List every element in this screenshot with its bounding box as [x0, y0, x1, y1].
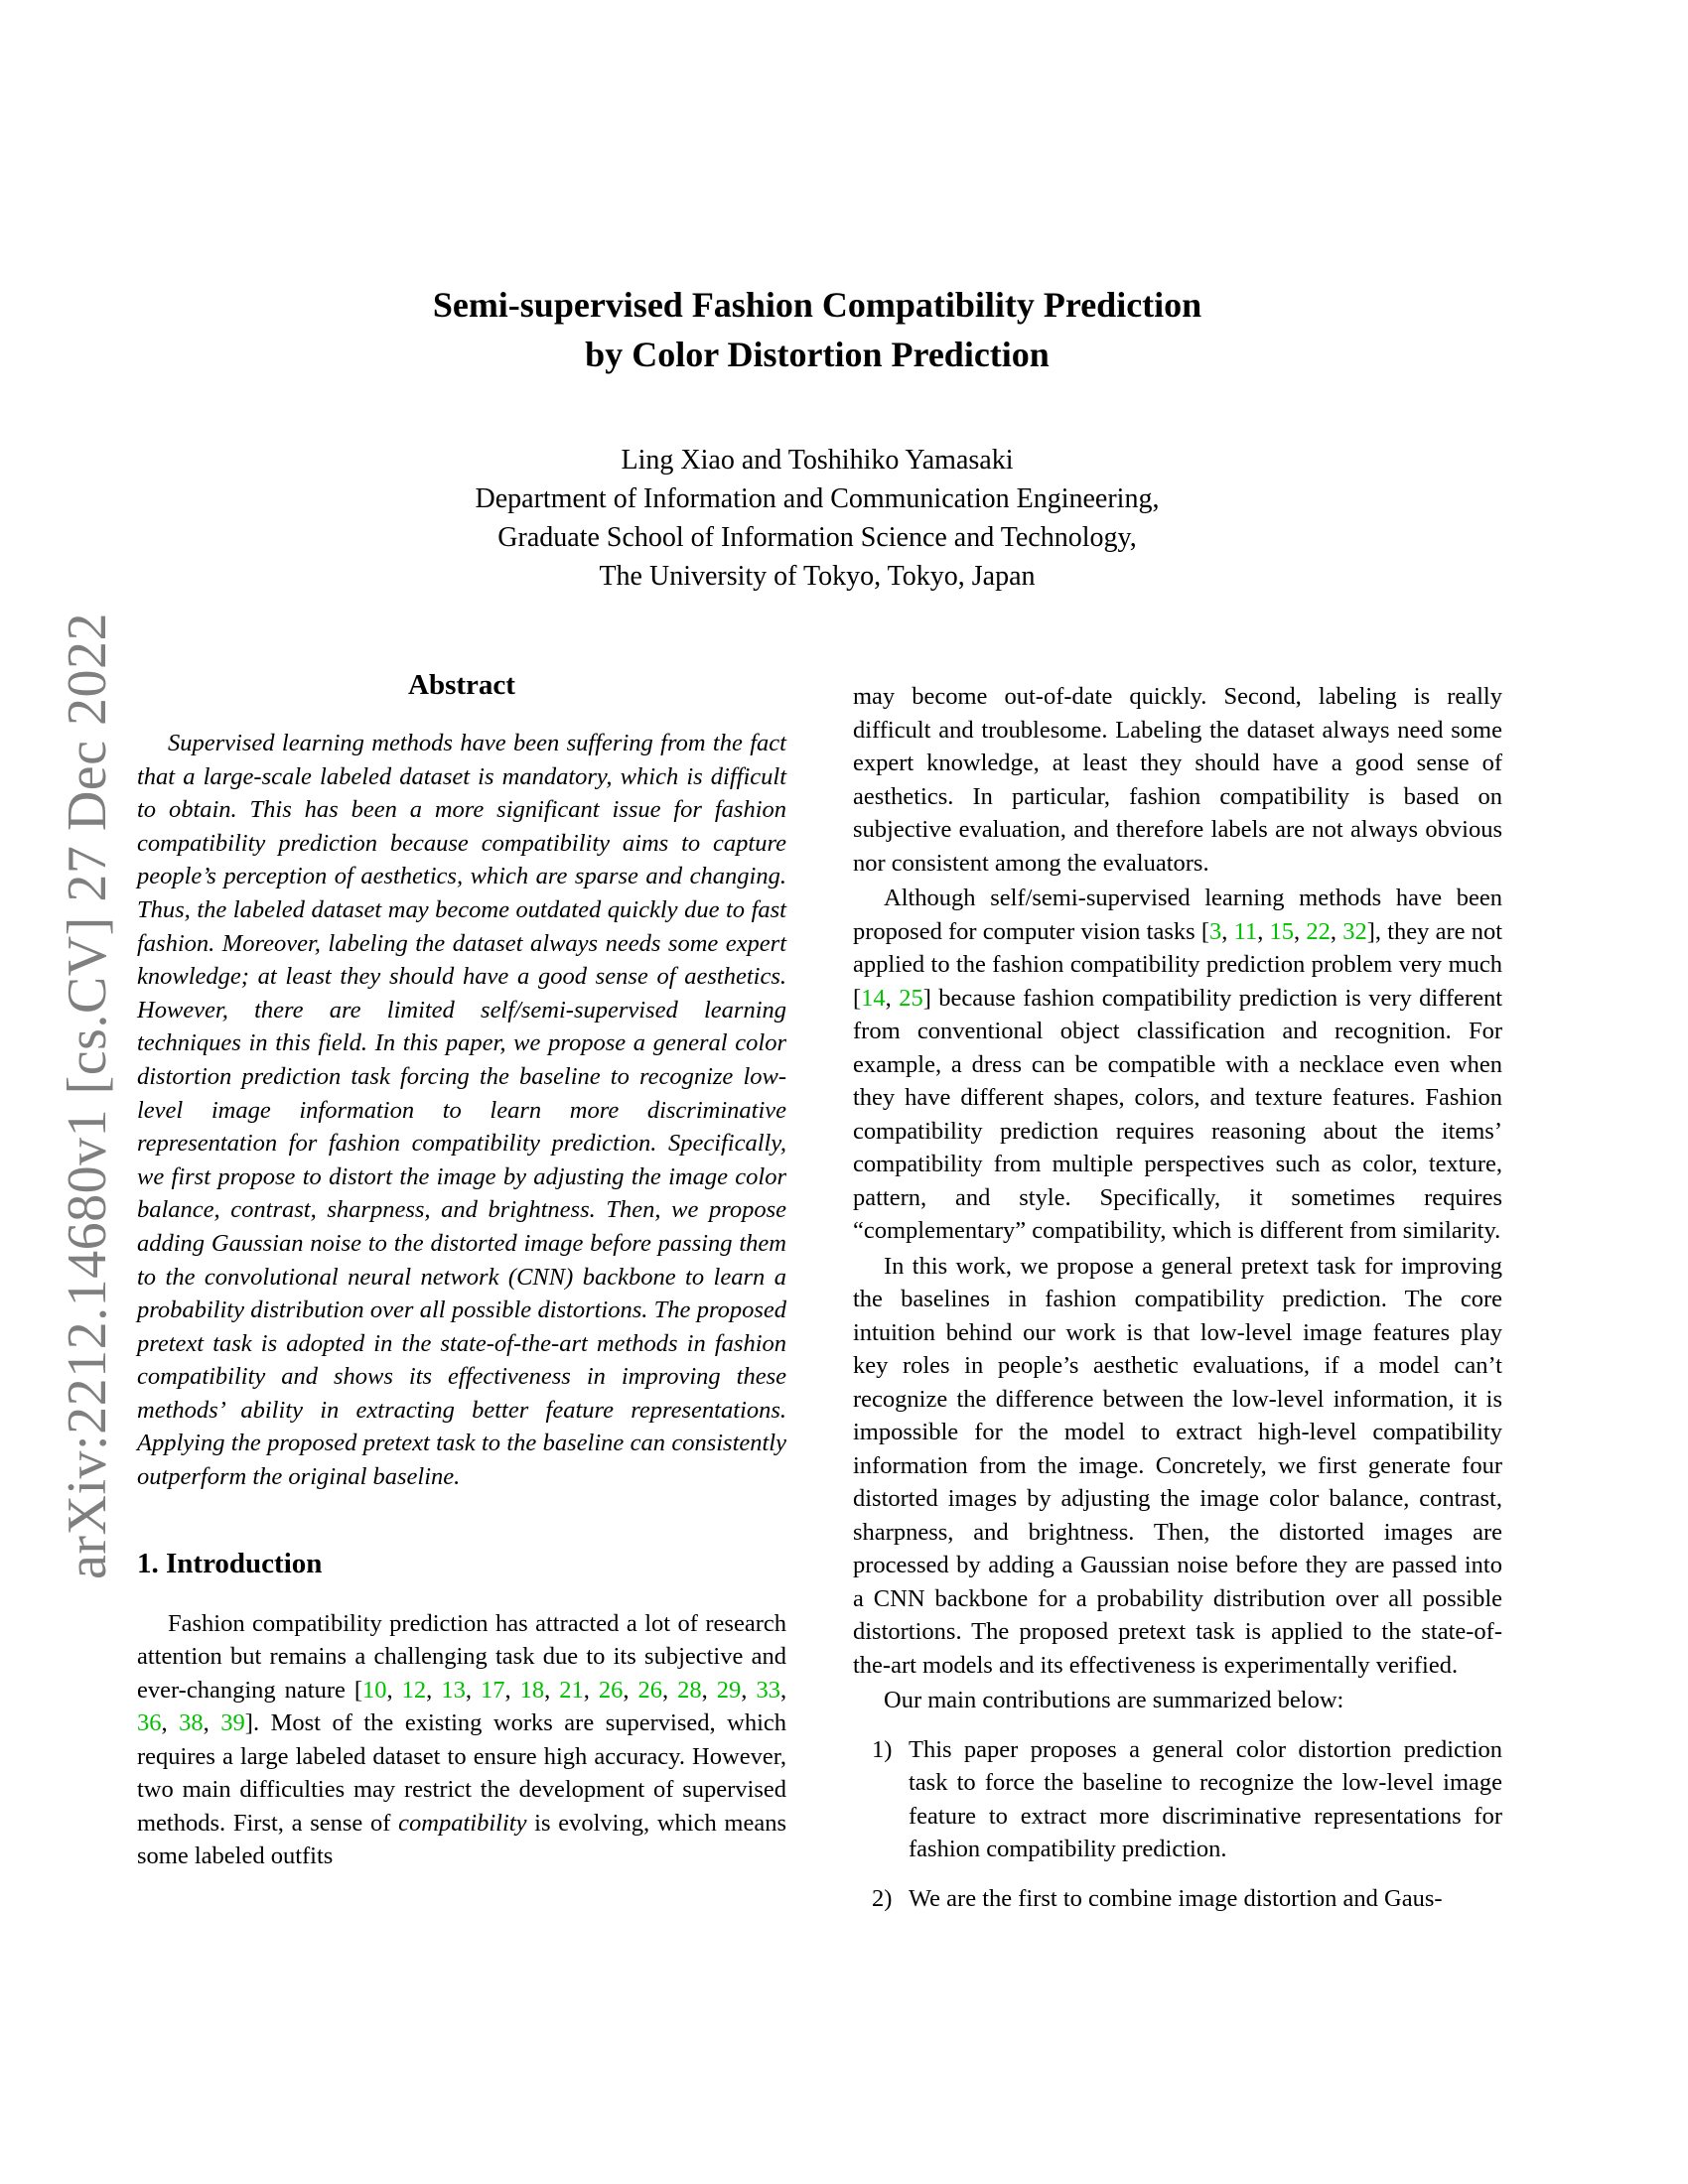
citation-link[interactable]: 29 [716, 1676, 742, 1704]
affiliation-line-2: Graduate School of Information Science and Technology, [497, 522, 1137, 553]
intro-paragraph-4: Our main contributions are summarized below: [884, 1687, 1344, 1713]
citation-link[interactable]: 38 [179, 1709, 204, 1737]
intro-paragraph-1 [137, 1607, 786, 1873]
intro-p1-text-a: Fashion compatibility prediction has attracted a lot of research attention but remains a challenging task due to its subjective and ever-changing nature [ [137, 1609, 786, 1704]
contribution-number-1: 1) [872, 1735, 893, 1763]
citation-link[interactable]: 36 [137, 1709, 162, 1737]
intro-p2-text-b: ], they are not applied to the fashion compatibility prediction problem very much [ [853, 917, 1503, 1012]
citation-link[interactable]: 17 [480, 1676, 505, 1704]
citation-link[interactable]: 32 [1342, 917, 1367, 945]
intro-p1-text-b: ]. Most of the existing works are supervised, which requires a large labeled dataset to ensure high accuracy. However, two main difficulties may restrict the development of supervised methods. First, a sense of [137, 1709, 787, 1837]
abstract-text: Supervised learning methods have been suffering from the fact that a large-scale labeled dataset is mandatory, which is difficult to obtain. This has been a more significant issue for fashion compatibility prediction because compatibility aims to capture people’s perception of aesthetics, which are sparse and changing. Thus, the labeled dataset may become outdated quickly due to fast fashion. Moreover, labeling the dataset always needs some expert knowledge; at least they should have a good sense of aesthetics. However, there are limited self/semi-supervised learning techniques in this field. In this paper, we propose a general color distortion prediction task forcing the baseline to recognize low-level image information to learn more discriminative representation for fashion compatibility prediction. Specifically, we first propose to distort the image by adjusting the image color balance, contrast, sharpness, and brightness. Then, we propose adding Gaussian noise to the distorted image before passing them to the convolutional neural network (CNN) backbone to learn a probability distribution over all possible distortions. The proposed pretext task is adopted in the state-of-the-art methods in fashion compatibility and shows its effectiveness in improving these methods’ ability in extracting better feature representations. Applying the proposed pretext task to the baseline can consistently outperform the original baseline. [137, 730, 786, 1491]
intro-paragraph-1-continued: may become out-of-date quickly. Second, labeling is really difficult and troublesome. Labeling the dataset always need some expert knowledge, at least they should have a good sense of aesthetics. In particular, fashion compatibility is based on subjective evaluation, and therefore labels are not always obvious nor consistent among the evaluators. [853, 683, 1502, 877]
citation-link[interactable]: 21 [559, 1676, 584, 1704]
citation-link[interactable]: 18 [519, 1676, 545, 1704]
citation-link[interactable]: 28 [677, 1676, 702, 1704]
citation-link[interactable]: 13 [441, 1676, 466, 1704]
citation-link[interactable]: 39 [220, 1709, 245, 1737]
intro-p1-text-c: is evolving, which means some labeled outfits [137, 1809, 786, 1870]
citation-link[interactable]: 26 [598, 1676, 624, 1704]
section-heading-introduction: 1. Introduction [137, 1547, 323, 1579]
intro-paragraph-2 [853, 882, 1502, 1248]
author-block [0, 441, 1634, 596]
citation-link[interactable]: 15 [1269, 917, 1295, 945]
citation-link[interactable]: 33 [756, 1676, 780, 1704]
citation-link[interactable]: 12 [401, 1676, 427, 1704]
intro-paragraph-3: In this work, we propose a general pretext task for improving the baselines in fashion compatibility prediction. The core intuition behind our work is that low-level image features play key roles in people’s aesthetic evaluations, if a model can’t recognize the difference between the low-level information, it is impossible for the model to extract high-level compatibility information from the image. Concretely, we first generate four distorted images by adjusting the image color balance, contrast, sharpness, and brightness. Then, the distorted images are processed by adding a Gaussian noise before they are passed into a CNN backbone for a probability distribution over all possible distortions. The proposed pretext task is applied to the state-of-the-art models and its effectiveness is experimentally verified. [853, 1252, 1502, 1679]
contribution-item-2 [853, 1882, 1502, 1916]
contributions-list [853, 1733, 1502, 1916]
arxiv-identifier: arXiv:2212.14680v1 [cs.CV] 27 Dec 2022 [57, 613, 118, 1579]
paper-title [0, 280, 1634, 379]
citation-link[interactable]: 10 [362, 1676, 387, 1704]
citation-link[interactable]: 11 [1233, 917, 1258, 945]
left-column [137, 665, 786, 1873]
contribution-text-2: We are the first to combine image distortion and Gaus- [909, 1884, 1443, 1912]
citation-link[interactable]: 22 [1306, 917, 1331, 945]
intro-p2-citations-2: 14, 25 [861, 984, 923, 1012]
citation-link[interactable]: 25 [899, 984, 923, 1012]
intro-p2-text-c: ] because fashion compatibility prediction is very different from conventional object classification and recognition. For example, a dress can be compatible with a necklace even when they have different shapes, colors, and texture features. Fashion compatibility prediction requires reasoning about the items’ compatibility from multiple perspectives such as color, texture, pattern, and style. Specifically, it sometimes requires “complementary” compatibility, which is different from similarity. [853, 984, 1503, 1244]
citation-link[interactable]: 3 [1209, 917, 1222, 945]
right-column [853, 680, 1502, 1931]
title-line-1: Semi-supervised Fashion Compatibility Prediction [432, 285, 1202, 325]
intro-p2-text-a: Although self/semi-supervised learning methods have been proposed for computer vision tasks [ [853, 885, 1502, 945]
affiliation-line-1: Department of Information and Communication Engineering, [475, 483, 1160, 514]
intro-p2-citations-1: 3, 11, 15, 22, 32 [1209, 917, 1367, 945]
citation-link[interactable]: 14 [861, 984, 886, 1012]
author-names: Ling Xiao and Toshihiko Yamasaki [621, 445, 1014, 476]
citation-link[interactable]: 26 [637, 1676, 663, 1704]
intro-p1-citations: 10, 12, 13, 17, 18, 21, 26, 26, 28, 29, 33, 36, 38, 39 [137, 1676, 787, 1737]
contribution-item-1 [853, 1733, 1502, 1866]
affiliation-line-3: The University of Tokyo, Tokyo, Japan [599, 561, 1036, 592]
title-line-2: by Color Distortion Prediction [585, 335, 1050, 374]
contribution-text-1: This paper proposes a general color distortion prediction task to force the baseline to recognize the low-level image feature to extract more discriminative representations for fashion compatibility prediction. [909, 1735, 1502, 1862]
contribution-number-2: 2) [872, 1884, 893, 1912]
abstract-heading: Abstract [408, 669, 515, 701]
intro-p1-italic: compatibility [398, 1809, 527, 1837]
